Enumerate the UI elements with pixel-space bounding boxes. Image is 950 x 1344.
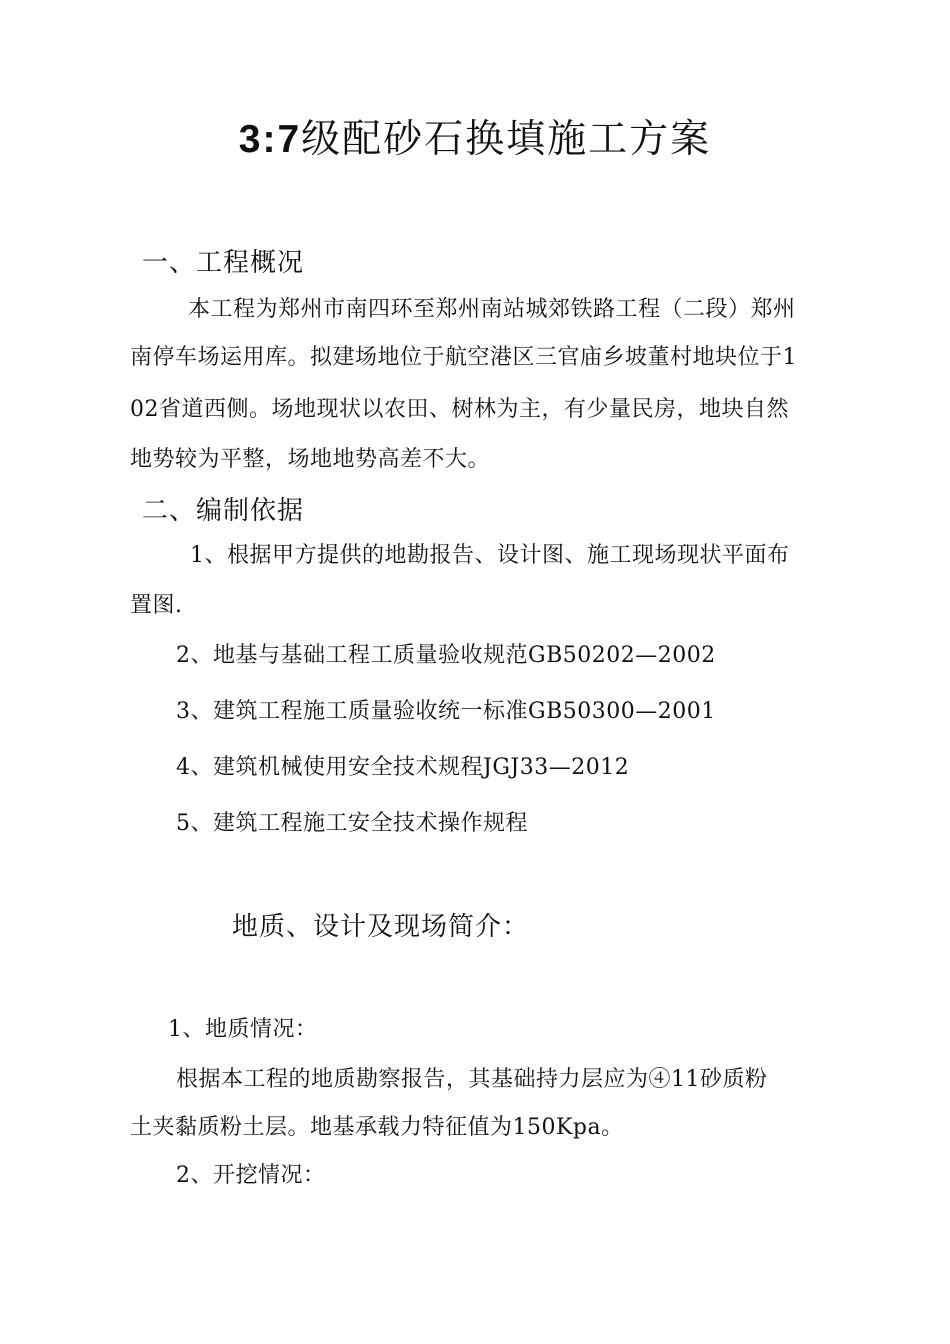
basis-item-4: 4、建筑机械使用安全技术规程JGJ33—2012 (176, 755, 630, 780)
section1-line-3: 02省道西侧。场地现状以农田、树林为主，有少量民房，地块自然 (130, 397, 789, 422)
geology-label: 1、地质情况： (168, 1017, 318, 1042)
basis-item-1-line-2: 置图. (130, 593, 183, 618)
geology-line-1: 根据本工程的地质勘察报告，其基础持力层应为④11砂质粉 (176, 1067, 768, 1092)
title-ratio: 3:7 (238, 118, 302, 161)
basis-item-1-line-1: 1、根据甲方提供的地勘报告、设计图、施工现场现状平面布 (190, 543, 790, 568)
section1-line-4: 地势较为平整，场地地势高差不大。 (130, 447, 491, 472)
section1-heading: 一、工程概况 (142, 248, 305, 278)
geology-line-2: 土夹黏质粉土层。地基承载力特征值为150Kpa。 (130, 1115, 624, 1140)
basis-item-2: 2、地基与基础工程工质量验收规范GB50202—2002 (176, 643, 716, 668)
section1-line-2: 南停车场运用库。拟建场地位于航空港区三官庙乡坡董村地块位于1 (130, 345, 797, 370)
basis-item-5: 5、建筑工程施工安全技术操作规程 (176, 811, 528, 836)
document-title (0, 112, 950, 168)
section1-line-1: 本工程为郑州市南四环至郑州南站城郊铁路工程（二段）郑州 (188, 297, 796, 322)
basis-item-3: 3、建筑工程施工质量验收统一标准GB50300—2001 (176, 699, 716, 724)
section2-heading: 二、编制依据 (142, 496, 305, 526)
excavation-label: 2、开挖情况： (176, 1163, 326, 1188)
section3-heading: 地质、设计及现场简介： (232, 912, 530, 942)
title-text: 级配砂石换填施工方案 (301, 117, 712, 162)
